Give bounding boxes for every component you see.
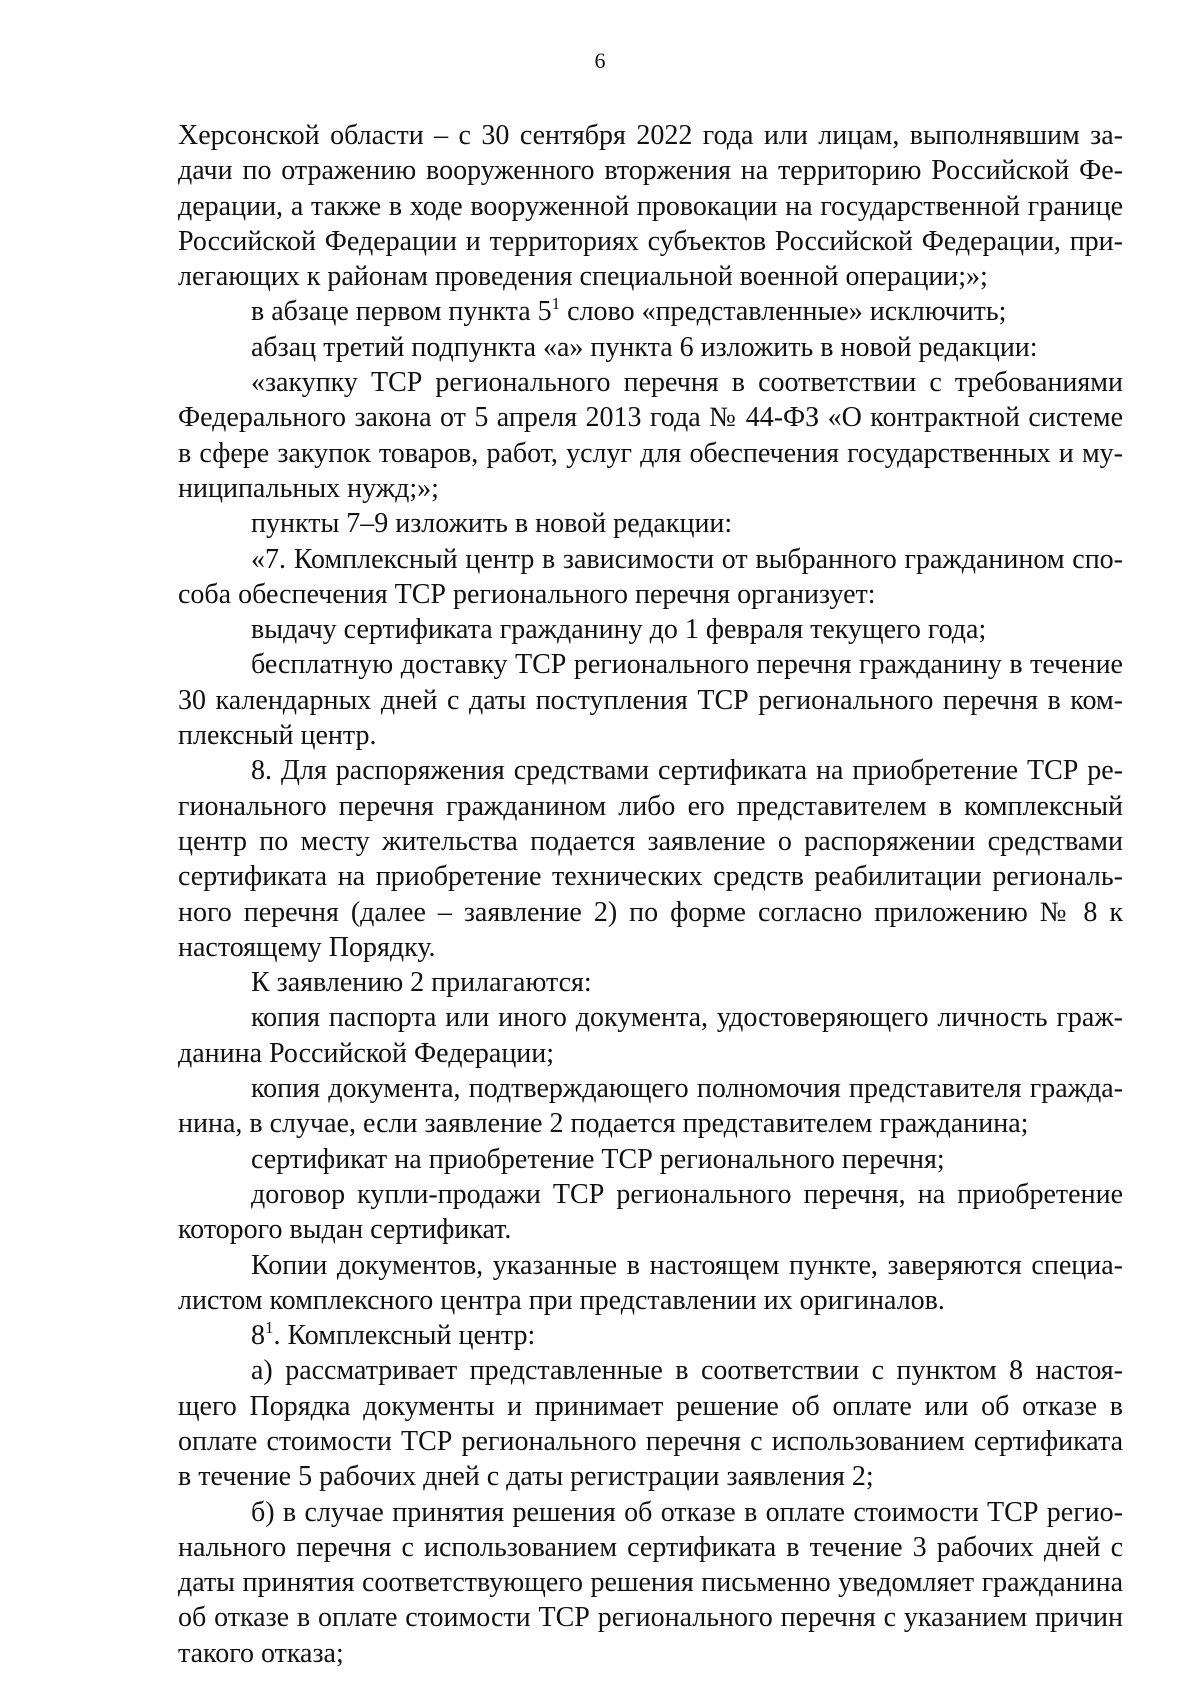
text-line-amendment — [178, 294, 1123, 329]
text-line: абзац третий подпункта «а» пункта 6 изложить в новой редакции: — [251, 331, 1038, 363]
text-line: б) в случае принятия решения об отказе в оплате стоимости ТСР регио- — [251, 1496, 1123, 1528]
text-line: в течение 5 рабочих дней с даты регистрации заявления 2; — [178, 1461, 874, 1493]
text-line: дачи по отражению вооруженного вторжения на территорию Российской Фе- — [178, 155, 1123, 187]
text-line: дерации, а также в ходе вооруженной провокации на государственной границе — [178, 190, 1123, 222]
text-line: К заявлению 2 прилагаются: — [251, 967, 592, 999]
text-line: «7. Комплексный центр в зависимости от выбранного гражданином спо- — [251, 543, 1123, 575]
text-line: Российской Федерации и территориях субъектов Российской Федерации, при- — [178, 225, 1123, 257]
text-line: оплате стоимости ТСР регионального перечня с использованием сертификата — [178, 1425, 1123, 1457]
text-line: сертификата на приобретение технических средств реабилитации региональ- — [178, 861, 1123, 893]
text-line: легающих к районам проведения специальной военной операции;»; — [178, 261, 988, 293]
text-line: пункты 7–9 изложить в новой редакции: — [251, 508, 733, 540]
text-line: в сфере закупок товаров, работ, услуг для обеспечения государственных и му- — [178, 437, 1123, 469]
text-line: листом комплексного центра при представлении их оригиналов. — [178, 1284, 945, 1316]
text-line: гионального перечня гражданином либо его представителем в комплексный — [178, 790, 1123, 822]
text-line: об отказе в оплате стоимости ТСР регионального перечня с указанием причин — [178, 1602, 1123, 1634]
text-line: 8. Для распоряжения средствами сертификата на приобретение ТСР ре- — [251, 755, 1123, 787]
text-line: выдачу сертификата гражданину до 1 февраля текущего года; — [251, 614, 987, 646]
text-line: Херсонской области – с 30 сентября 2022 года или лицам, выполнявшим за- — [178, 120, 1123, 151]
text-line: такого отказа; — [178, 1637, 344, 1669]
text-line: даты принятия соответствующего решения письменно уведомляет гражданина — [178, 1567, 1123, 1599]
text-line: которого выдан сертификат. — [178, 1214, 512, 1246]
superscript: 1 — [551, 294, 561, 314]
text-fragment: 8 — [251, 1320, 265, 1352]
text-fragment: слово «представленные» исключить; — [560, 296, 1007, 328]
text-line-section-heading — [178, 1318, 1123, 1353]
text-line: щего Порядка документы и принимает решение об оплате или об отказе в — [178, 1390, 1123, 1422]
text-line: сертификат на приобретение ТСР регионального перечня; — [251, 1143, 945, 1175]
text-line: центр по месту жительства подается заявление о распоряжении средствами — [178, 825, 1123, 857]
text-line: нального перечня с использованием сертификата в течение 3 рабочих дней с — [178, 1531, 1123, 1563]
superscript: 1 — [265, 1318, 274, 1338]
text-line: а) рассматривает представленные в соответствии с пунктом 8 настоя- — [251, 1355, 1123, 1387]
text-line: договор купли-продажи ТСР регионального перечня, на приобретение — [251, 1178, 1123, 1210]
text-line: бесплатную доставку ТСР регионального перечня гражданину в течение — [251, 649, 1123, 681]
text-line: настоящему Порядку. — [178, 931, 436, 963]
document-body — [178, 118, 1123, 1671]
text-line: данина Российской Федерации; — [178, 1037, 555, 1069]
text-line: Федерального закона от 5 апреля 2013 года № 44-ФЗ «О контрактной системе — [178, 402, 1123, 434]
text-fragment: в абзаце первом пункта 5 — [251, 296, 552, 328]
text-line: нина, в случае, если заявление 2 подается представителем гражданина; — [178, 1108, 1029, 1140]
page-number: 6 — [594, 48, 606, 73]
text-line: ниципальных нужд;»; — [178, 472, 439, 504]
text-fragment: . Комплексный центр: — [273, 1320, 536, 1352]
text-line: ного перечня (далее – заявление 2) по форме согласно приложению № 8 к — [178, 896, 1123, 928]
text-line: «закупку ТСР регионального перечня в соответствии с требованиями — [251, 367, 1123, 399]
text-line: копия документа, подтверждающего полномочия представителя гражда- — [251, 1073, 1123, 1105]
text-line: копия паспорта или иного документа, удостоверяющего личность граж- — [251, 1002, 1123, 1034]
text-line: 30 календарных дней с даты поступления ТСР регионального перечня в ком- — [178, 684, 1123, 716]
text-line: Копии документов, указанные в настоящем пункте, заверяются специа- — [251, 1249, 1123, 1281]
text-line: соба обеспечения ТСР регионального перечня организует: — [178, 578, 876, 610]
text-line: плексный центр. — [178, 720, 377, 752]
